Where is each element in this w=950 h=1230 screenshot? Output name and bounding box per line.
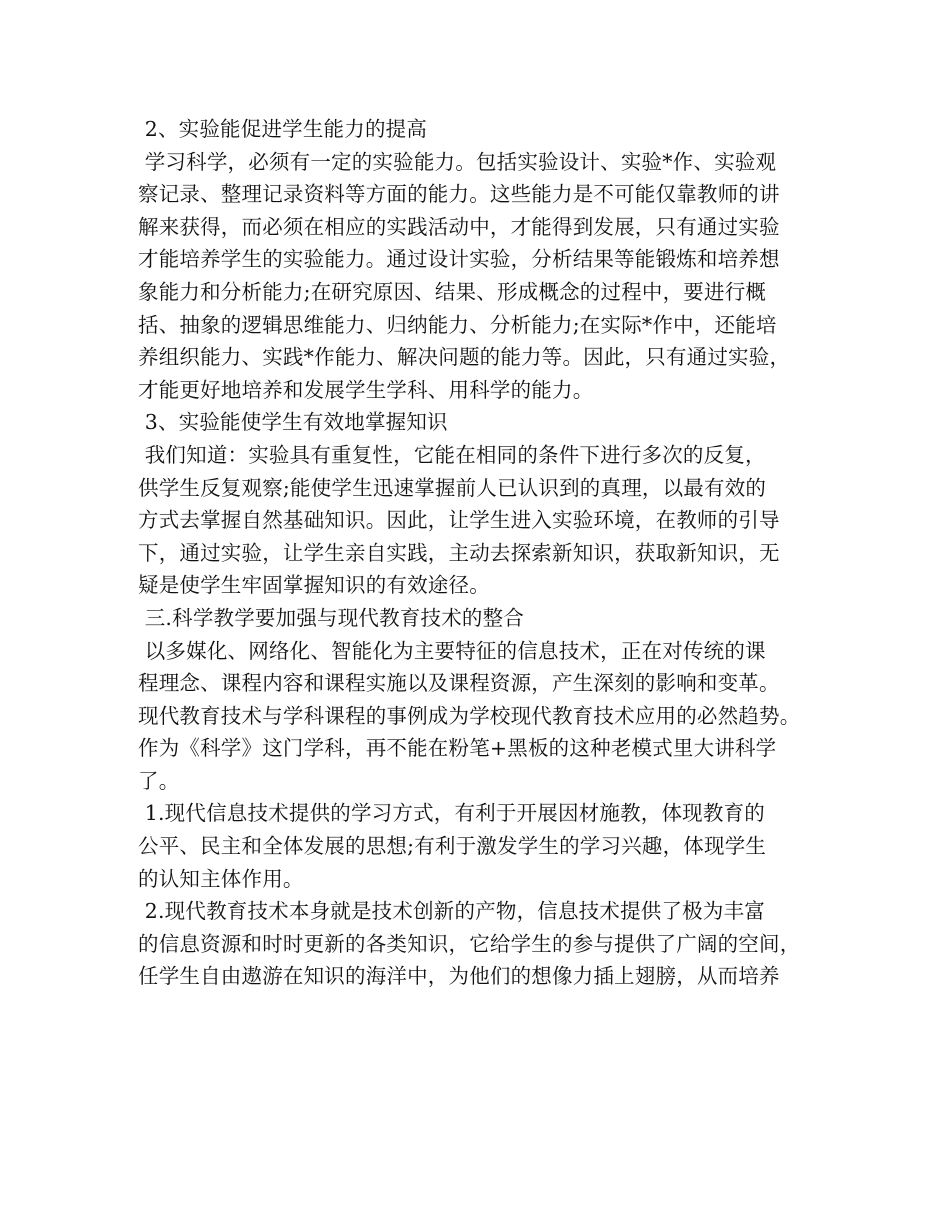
- paragraph-line: 下，通过实验，让学生亲自实践，主动去探索新知识，获取新知识，无: [138, 540, 780, 565]
- paragraph-line: 养组织能力、实践*作能力、解决问题的能力等。因此，只有通过实验，: [138, 345, 791, 370]
- paragraph-line: 解来获得，而必须在相应的实践活动中，才能得到发展，只有通过实验: [138, 214, 780, 239]
- paragraph-line: 2.现代教育技术本身就是技术创新的产物，信息技术提供了极为丰富: [138, 899, 765, 924]
- paragraph-line: 任学生自由遨游在知识的海洋中，为他们的想像力插上翅膀，从而培养: [138, 964, 780, 989]
- paragraph-line: 以多媒化、网络化、智能化为主要特征的信息技术，正在对传统的课: [138, 638, 766, 663]
- paragraph-line: 括、抽象的逻辑思维能力、归纳能力、分析能力;在实际*作中，还能培: [138, 312, 777, 337]
- paragraph-line: 才能培养学生的实验能力。通过设计实验，分析结果等能锻炼和培养想: [138, 247, 780, 272]
- paragraph-line: 了。: [138, 768, 180, 793]
- paragraph-line: 方式去掌握自然基础知识。因此，让学生进入实验环境，在教师的引导: [138, 508, 780, 533]
- paragraph-line: 的认知主体作用。: [138, 866, 304, 891]
- paragraph-line: 供学生反复观察;能使学生迅速掌握前人已认识到的真理，以最有效的: [138, 475, 767, 500]
- paragraph-line: 学习科学，必须有一定的实验能力。包括实验设计、实验*作、实验观: [138, 149, 777, 174]
- paragraph-line: 象能力和分析能力;在研究原因、结果、形成概念的过程中，要进行概: [138, 279, 767, 304]
- document-body: [138, 113, 828, 993]
- paragraph-line: 现代教育技术与学科课程的事例成为学校现代教育技术应用的必然趋势。: [138, 703, 801, 728]
- paragraph-line: 疑是使学生牢固掌握知识的有效途径。: [138, 573, 490, 598]
- paragraph-line: 作为《科学》这门学科，再不能在粉笔+黑板的这种老模式里大讲科学: [138, 736, 777, 761]
- paragraph-line: 察记录、整理记录资料等方面的能力。这些能力是不可能仅靠教师的讲: [138, 182, 780, 207]
- paragraph-line: 我们知道：实验具有重复性，它能在相同的条件下进行多次的反复，: [138, 442, 766, 467]
- paragraph-line: 才能更好地培养和发展学生学科、用科学的能力。: [138, 377, 594, 402]
- paragraph-line: 公平、民主和全体发展的思想;有利于激发学生的学习兴趣，体现学生: [138, 834, 767, 859]
- section-heading: 三.科学教学要加强与现代教育技术的整合: [138, 605, 525, 630]
- section-heading: 3、实验能使学生有效地掌握知识: [138, 410, 448, 435]
- section-heading: 2、实验能促进学生能力的提高: [138, 117, 428, 141]
- paragraph-line: 的信息资源和时时更新的各类知识，它给学生的参与提供了广阔的空间，: [138, 931, 801, 956]
- paragraph-line: 程理念、课程内容和课程实施以及课程资源，产生深刻的影响和变革。: [138, 671, 780, 696]
- paragraph-line: 1.现代信息技术提供的学习方式，有利于开展因材施教，体现教育的: [138, 801, 765, 826]
